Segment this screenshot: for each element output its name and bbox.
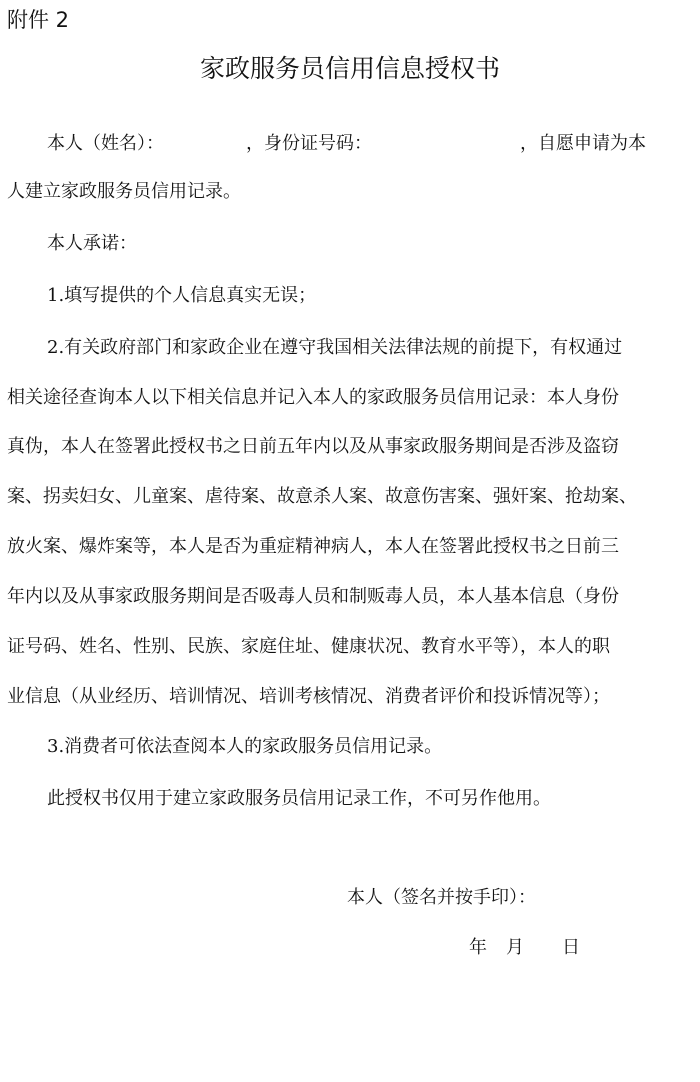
promise-item-2-line: 真伪，本人在签署此授权书之日前五年内以及从事家政服务期间是否涉及盗窃 [7, 436, 619, 457]
document-title: 家政服务员信用信息授权书 [199, 54, 500, 83]
promise-item-1: 1.填写提供的个人信息真实无误； [47, 285, 317, 306]
usage-note: 此授权书仅用于建立家政服务员信用记录工作，不可另作他用。 [47, 788, 551, 809]
signature-label: 本人（签名并按手印）： [347, 887, 536, 908]
promise-item-2-line: 年内以及从事家政服务期间是否吸毒人员和制贩毒人员，本人基本信息（身份 [7, 586, 619, 607]
promise-heading: 本人承诺： [47, 233, 137, 254]
promise-item-2-line: 放火案、爆炸案等，本人是否为重症精神病人，本人在签署此授权书之日前三 [7, 536, 619, 557]
annex-label: 附件 2 [7, 8, 70, 32]
promise-item-3: 3.消费者可依法查阅本人的家政服务员信用记录。 [47, 736, 443, 757]
purpose-text: ，自愿申请为本 [520, 133, 646, 154]
name-label: 本人（姓名）： [47, 133, 164, 154]
date-day: 日 [562, 937, 580, 958]
id-label: ，身份证号码： [246, 133, 372, 154]
promise-item-2-line: 案、拐卖妇女、儿童案、虐待案、故意杀人案、故意伤害案、强奸案、抢劫案、 [7, 486, 637, 507]
declaration-line [47, 131, 646, 157]
declaration-continuation: 人建立家政服务员信用记录。 [7, 181, 241, 202]
date-month: 月 [506, 937, 524, 958]
promise-item-2-line: 证号码、姓名、性别、民族、家庭住址、健康状况、教育水平等），本人的职 [7, 636, 610, 657]
date-year: 年 [469, 937, 487, 958]
signature-date [469, 935, 580, 961]
promise-item-2-line: 2.有关政府部门和家政企业在遵守我国相关法律法规的前提下，有权通过 [47, 337, 623, 358]
promise-item-2-line: 相关途径查询本人以下相关信息并记入本人的家政服务员信用记录：本人身份 [7, 387, 619, 408]
promise-item-2-line: 业信息（从业经历、培训情况、培训考核情况、消费者评价和投诉情况等）； [7, 686, 610, 707]
